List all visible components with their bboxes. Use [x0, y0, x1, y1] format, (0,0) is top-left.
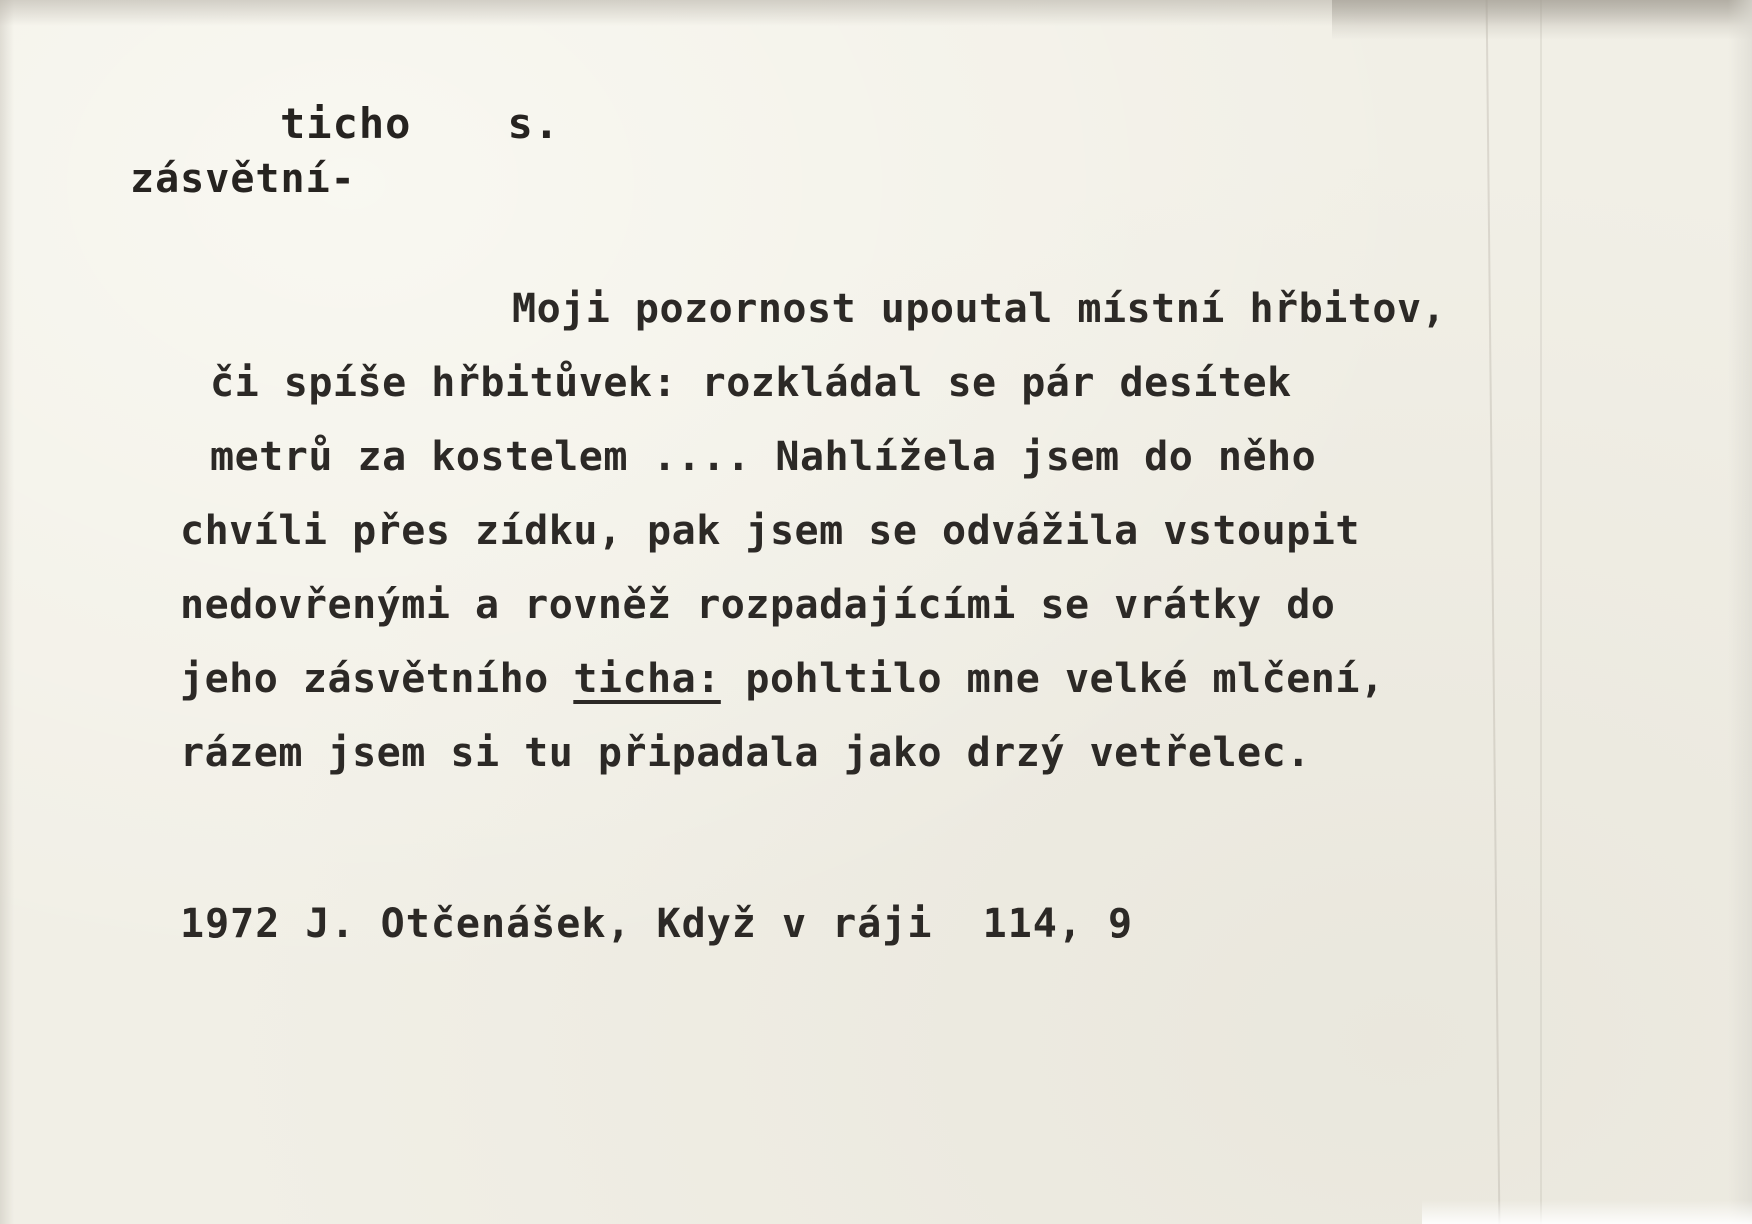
bottom-right-corner — [1422, 1200, 1752, 1224]
quote-line-6-start: jeho zásvětního — [180, 656, 574, 702]
quote-line-1: Moji pozornost upoutal místní hřbitov, — [512, 286, 1447, 332]
headword-line — [280, 100, 560, 148]
quote-line-7: rázem jsem si tu připadala jako drzý vetřelec. — [180, 730, 1311, 776]
quotation — [180, 272, 1446, 790]
headword: ticho — [280, 99, 412, 148]
quote-line-3: metrů za kostelem .... Nahlížela jsem do něho — [210, 434, 1317, 480]
quote-line-4: chvíli přes zídku, pak jsem se odvážila vstoupit — [180, 508, 1360, 554]
subheading: zásvětní- — [130, 156, 356, 202]
underlined-keyword: ticha: — [573, 656, 721, 702]
paper-crease-line — [1486, 0, 1501, 1224]
part-of-speech: s. — [507, 99, 561, 148]
quote-line-5: nedovřenými a rovněž rozpadajícími se vrátky do — [180, 582, 1336, 628]
quote-line-6-end: pohltilo mne velké mlčení, — [720, 656, 1385, 702]
top-right-shadow — [1332, 0, 1752, 40]
source-citation: 1972 J. Otčenášek, Když v ráji 114, 9 — [180, 901, 1134, 947]
quote-line-6 — [180, 642, 1446, 716]
right-edge-highlight — [1728, 0, 1752, 1224]
left-edge-shadow — [0, 0, 14, 1224]
quote-line-2: či spíše hřbitůvek: rozkládal se pár desítek — [210, 360, 1292, 406]
paper-crease-line-secondary — [1540, 0, 1542, 1224]
